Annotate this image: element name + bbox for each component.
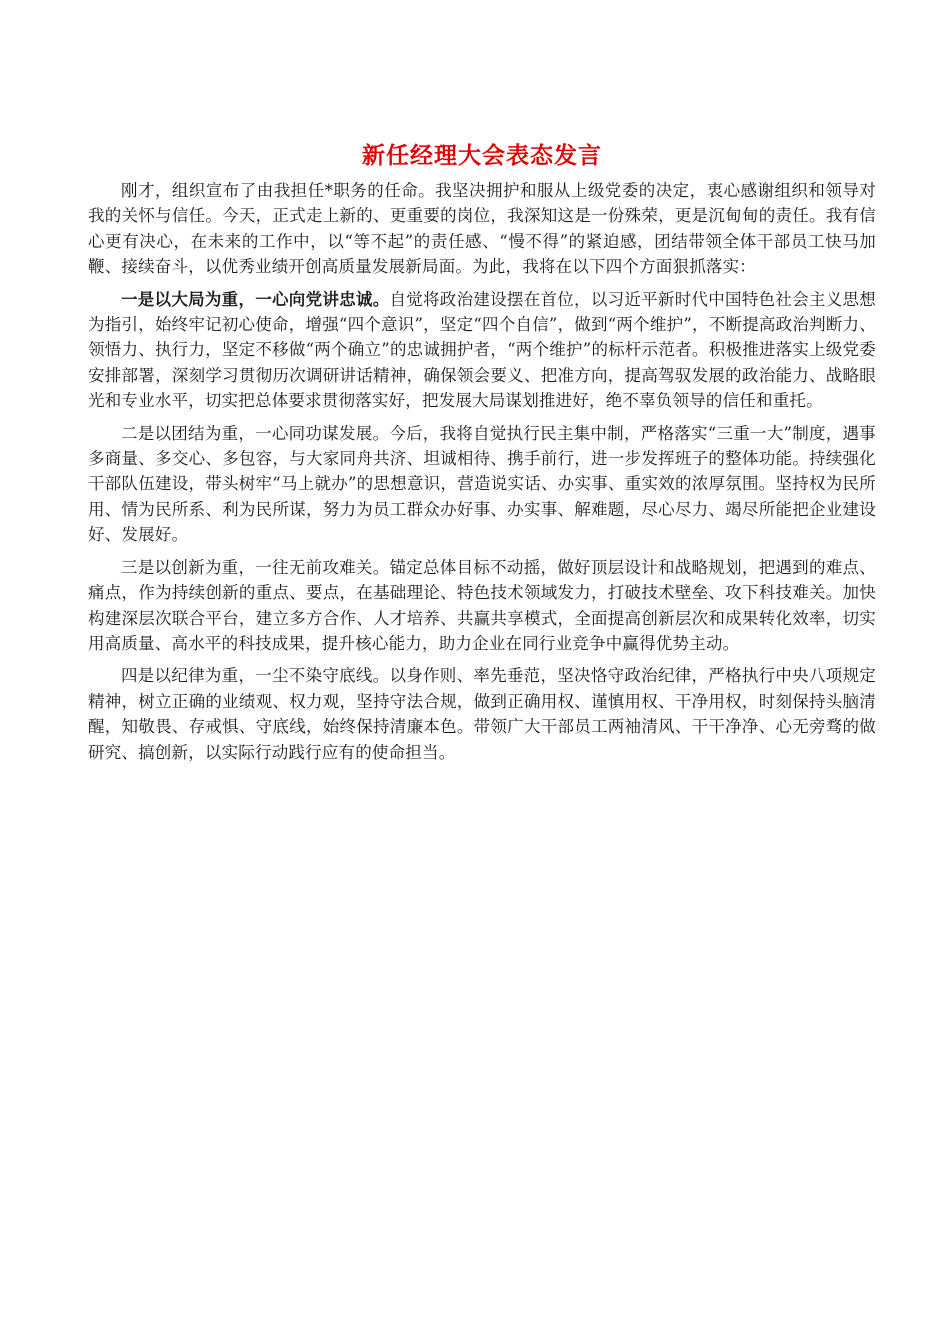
section-body-2: 二是以团结为重，一心同功谋发展。今后，我将自觉执行民主集中制，严格落实“三重一大”制度，遇事多商量、多交心、多包容，与大家同舟共济、坦诚相待、携手前行，进一步发挥班子的整体功能。持续强化干部队伍建设，带头树牢“马上就办”的思想意识，营造说实话、办实事、重实效的浓厚氛围。坚持权为民所用、情为民所系、利为民所谋，努力为员工群众办好事、办实事、解难题，尽心尽力、竭尽所能把企业建设好、发展好。 bbox=[88, 423, 876, 545]
document-title: 新任经理大会表态发言 bbox=[362, 142, 602, 169]
section-body-4: 四是以纪律为重，一尘不染守底线。以身作则、率先垂范，坚决恪守政治纪律，严格执行中央八项规定精神，树立正确的业绩观、权力观，坚持守法合规，做到正确用权、谨慎用权、干净用权，时刻保持头脑清醒，知敬畏、存戒惧、守底线，始终保持清廉本色。带领广大干部员工两袖清风、干干净净、心无旁骛的做研究、搞创新，以实际行动践行应有的使命担当。 bbox=[88, 666, 876, 762]
intro-paragraph: 刚才，组织宣布了由我担任*职务的任命。我坚决拥护和服从上级党委的决定，衷心感谢组织和领导对我的关怀与信任。今天，正式走上新的、更重要的岗位，我深知这是一份殊荣，更是沉甸甸的责任。我有信心更有决心，在未来的工作中，以“等不起”的责任感、“慢不得”的紧迫感，团结带领全体干部员工快马加鞭、接续奋斗，以优秀业绩开创高质量发展新局面。为此，我将在以下四个方面狠抓落实： bbox=[88, 181, 876, 277]
section-body-3: 三是以创新为重，一往无前攻难关。锚定总体目标不动摇，做好顶层设计和战略规划，把遇到的难点、痛点，作为持续创新的重点、要点，在基础理论、特色技术领域发力，打破技术壁垒、攻下科技难关。加快构建深层次联合平台，建立多方合作、人才培养、共赢共享模式，全面提高创新层次和成果转化效率，切实用高质量、高水平的科技成果，提升核心能力，助力企业在同行业竞争中赢得优势主动。 bbox=[88, 557, 876, 653]
section-paragraph-4 bbox=[88, 663, 876, 765]
document-page bbox=[88, 138, 876, 772]
section-body-1: 自觉将政治建设摆在首位，以习近平新时代中国特色社会主义思想为指引，始终牢记初心使命，增强“四个意识”，坚定“四个自信”，做到“两个维护”，不断提高政治判断力、领悟力、执行力，坚定不移做“两个确立”的忠诚拥护者，“两个维护”的标杆示范者。积极推进落实上级党委安排部署，深刻学习贯彻历次调研讲话精神，确保领会要义、把准方向，提高驾驭发展的政治能力、战略眼光和专业水平，切实把总体要求贯彻落实好，把发展大局谋划推进好，绝不辜负领导的信任和重托。 bbox=[88, 289, 876, 411]
section-lead-1: 一是以大局为重，一心向党讲忠诚。 bbox=[121, 289, 390, 309]
section-paragraph-1 bbox=[88, 287, 876, 414]
section-paragraph-2 bbox=[88, 421, 876, 548]
section-paragraph-3 bbox=[88, 555, 876, 657]
